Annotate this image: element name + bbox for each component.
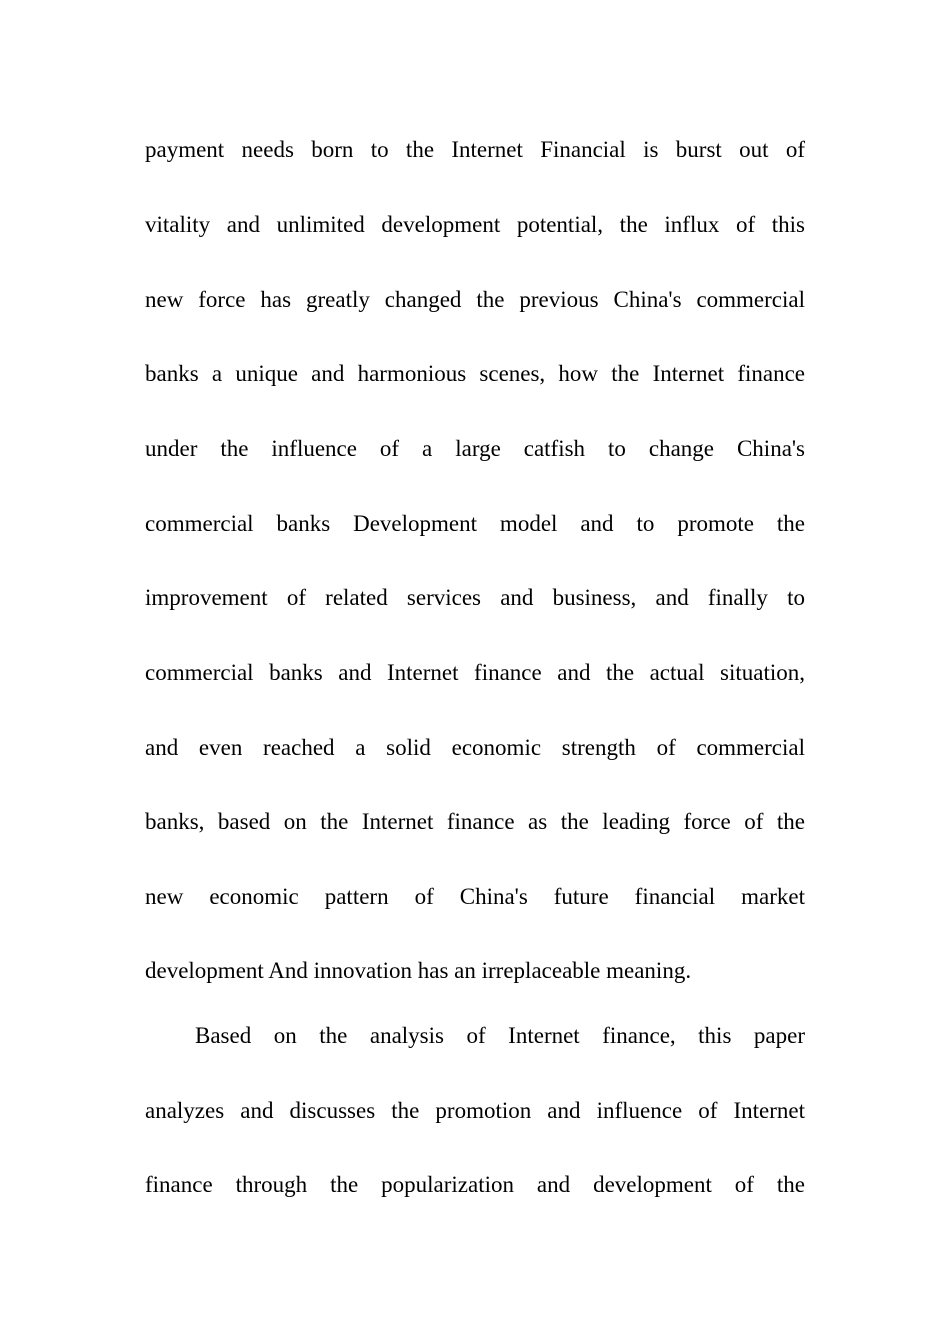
- text-line: finance through the popularization and development of the: [145, 1172, 805, 1197]
- text-line: analyzes and discusses the promotion and influence of Internet: [145, 1098, 805, 1123]
- text-line: commercial banks Development model and to promote the: [145, 511, 805, 536]
- text-line: under the influence of a large catfish to change China's: [145, 436, 805, 461]
- text-line: payment needs born to the Internet Financial is burst out of: [145, 137, 805, 162]
- paragraph-first-line: Based on the analysis of Internet finance, this paper: [195, 1023, 805, 1048]
- text-line: banks, based on the Internet finance as the leading force of the: [145, 809, 805, 834]
- text-line: new force has greatly changed the previous China's commercial: [145, 287, 805, 312]
- text-line: new economic pattern of China's future financial market: [145, 884, 805, 909]
- paragraph-last-line: development And innovation has an irreplaceable meaning.: [145, 958, 692, 983]
- text-line: vitality and unlimited development potential, the influx of this: [145, 212, 805, 237]
- text-line: banks a unique and harmonious scenes, how the Internet finance: [145, 361, 805, 386]
- text-line: commercial banks and Internet finance and the actual situation,: [145, 660, 805, 685]
- text-line: and even reached a solid economic strength of commercial: [145, 735, 805, 760]
- text-line: improvement of related services and business, and finally to: [145, 585, 805, 610]
